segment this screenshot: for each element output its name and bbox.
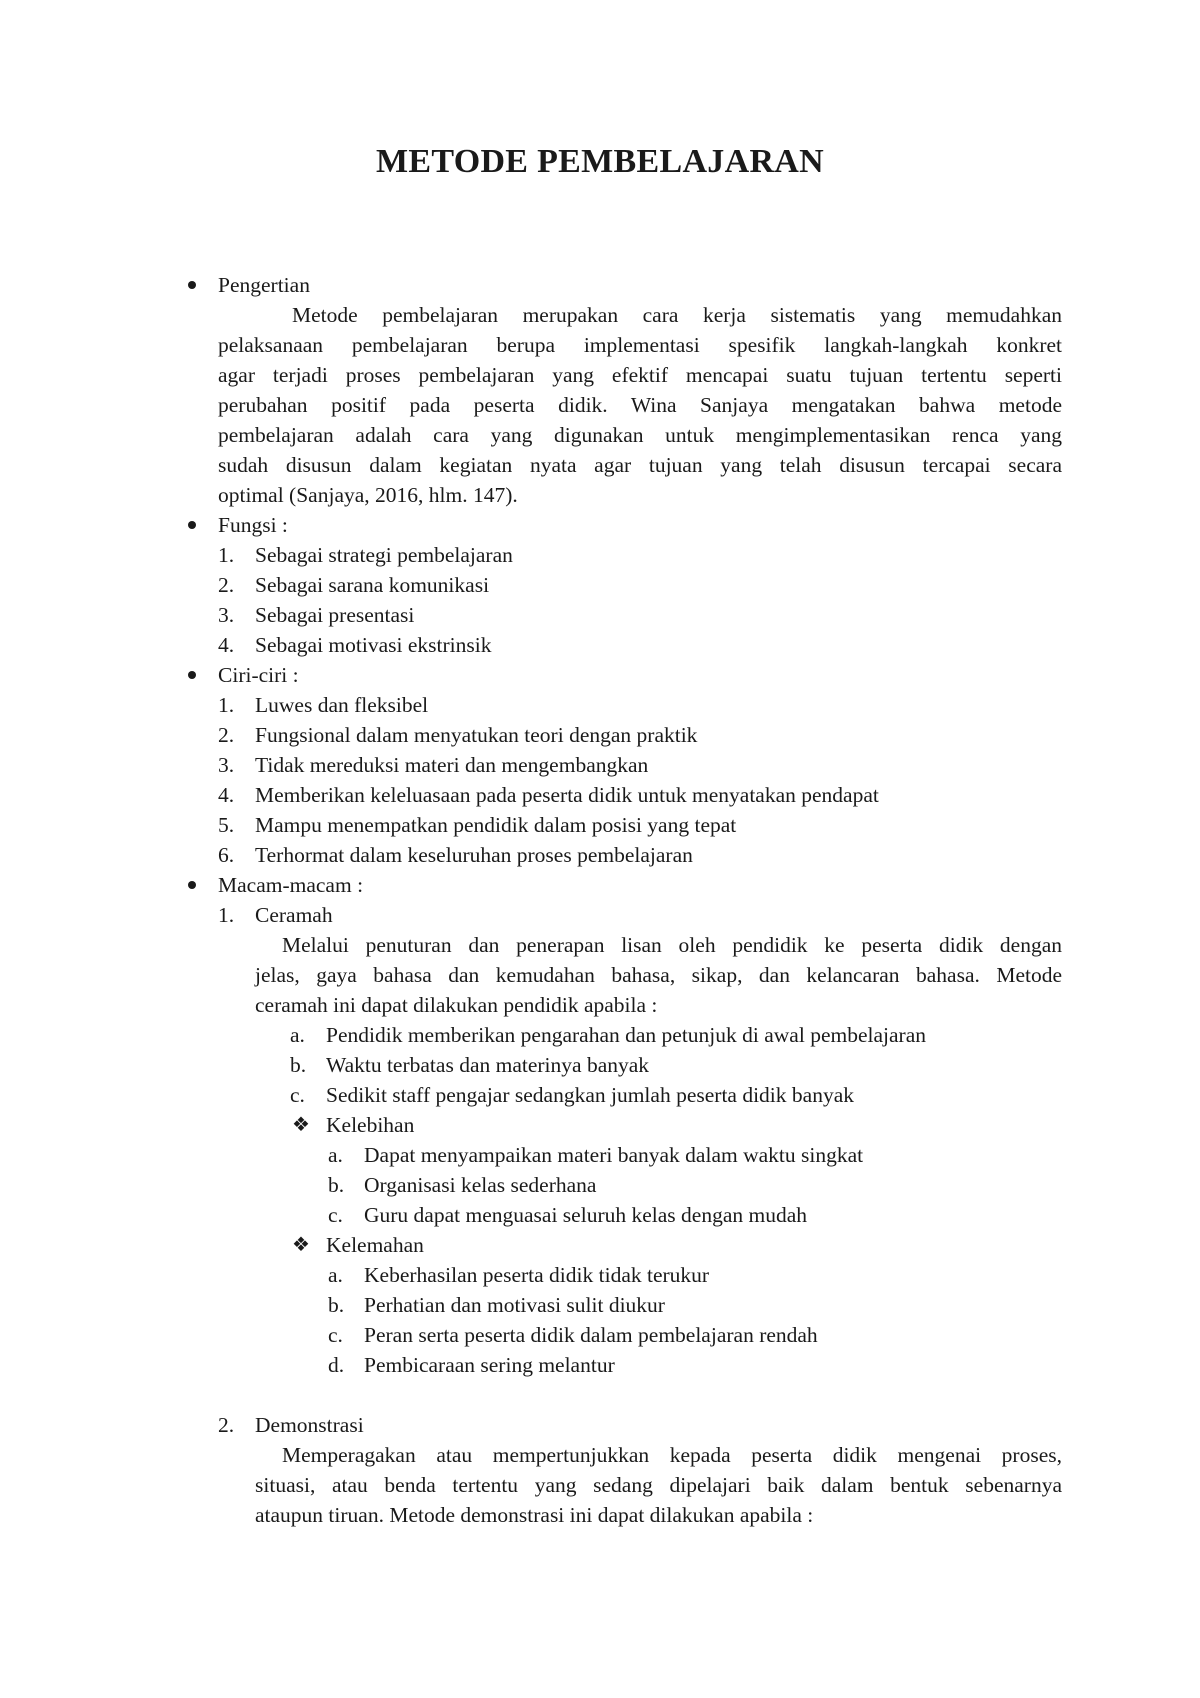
list-item: Keberhasilan peserta didik tidak terukur — [364, 1263, 710, 1287]
bullet-macam — [188, 881, 196, 889]
demonstrasi-line: ataupun tiruan. Metode demonstrasi ini dapat dilakukan apabila : — [255, 1503, 814, 1527]
pengertian-line: Metode pembelajaran merupakan cara kerja sistematis yang memudahkan — [292, 303, 1062, 327]
diamond-bullet-icon: ❖ — [292, 1114, 310, 1136]
list-number: 6. — [218, 843, 235, 867]
list-letter: c. — [328, 1323, 343, 1347]
list-number: 1. — [218, 903, 235, 927]
pengertian-line: optimal (Sanjaya, 2016, hlm. 147). — [218, 483, 518, 507]
list-item: Sebagai presentasi — [255, 603, 415, 627]
ceramah-line: ceramah ini dapat dilakukan pendidik apabila : — [255, 993, 658, 1017]
list-letter: c. — [328, 1203, 343, 1227]
pengertian-line: sudah disusun dalam kegiatan nyata agar tujuan yang telah disusun tercapai secara — [218, 453, 1062, 477]
list-item: Terhormat dalam keseluruhan proses pembelajaran — [255, 843, 693, 867]
list-number: 2. — [218, 1413, 235, 1437]
list-item: Organisasi kelas sederhana — [364, 1173, 597, 1197]
list-letter: d. — [328, 1353, 345, 1377]
list-item: Sedikit staff pengajar sedangkan jumlah peserta didik banyak — [326, 1083, 854, 1107]
list-letter: a. — [290, 1023, 305, 1047]
list-number: 4. — [218, 633, 235, 657]
pengertian-line: agar terjadi proses pembelajaran yang efektif mencapai suatu tujuan tertentu seperti — [218, 363, 1062, 387]
diamond-bullet-icon: ❖ — [292, 1234, 310, 1256]
heading-ciri: Ciri-ciri : — [218, 663, 299, 687]
demonstrasi-line: situasi, atau benda tertentu yang sedang dipelajari baik dalam bentuk sebenarnya — [255, 1473, 1062, 1497]
heading-kelebihan: Kelebihan — [326, 1113, 415, 1137]
heading-kelemahan: Kelemahan — [326, 1233, 424, 1257]
list-number: 5. — [218, 813, 235, 837]
ceramah-line: Melalui penuturan dan penerapan lisan oleh pendidik ke peserta didik dengan — [282, 933, 1062, 957]
list-letter: a. — [328, 1143, 343, 1167]
heading-fungsi: Fungsi : — [218, 513, 288, 537]
heading-macam: Macam-macam : — [218, 873, 364, 897]
bullet-pengertian — [188, 281, 196, 289]
list-item: Sebagai motivasi ekstrinsik — [255, 633, 492, 657]
list-item: Guru dapat menguasai seluruh kelas dengan mudah — [364, 1203, 808, 1227]
list-item: Dapat menyampaikan materi banyak dalam waktu singkat — [364, 1143, 864, 1167]
list-number: 3. — [218, 603, 235, 627]
list-item: Sebagai strategi pembelajaran — [255, 543, 513, 567]
list-number: 1. — [218, 693, 235, 717]
list-item: Pendidik memberikan pengarahan dan petunjuk di awal pembelajaran — [326, 1023, 926, 1047]
list-number: 3. — [218, 753, 235, 777]
list-letter: b. — [328, 1173, 345, 1197]
method-title-ceramah: Ceramah — [255, 903, 333, 927]
list-item: Mampu menempatkan pendidik dalam posisi yang tepat — [255, 813, 737, 837]
list-item: Sebagai sarana komunikasi — [255, 573, 490, 597]
pengertian-line: perubahan positif pada peserta didik. Wina Sanjaya mengatakan bahwa metode — [218, 393, 1062, 417]
list-letter: b. — [328, 1293, 345, 1317]
method-title-demonstrasi: Demonstrasi — [255, 1413, 364, 1437]
list-letter: b. — [290, 1053, 307, 1077]
pengertian-line: pelaksanaan pembelajaran berupa implementasi spesifik langkah-langkah konkret — [218, 333, 1062, 357]
page-title: METODE PEMBELAJARAN — [375, 143, 825, 180]
list-item: Waktu terbatas dan materinya banyak — [326, 1053, 650, 1077]
list-letter: c. — [290, 1083, 305, 1107]
list-item: Perhatian dan motivasi sulit diukur — [364, 1293, 665, 1317]
list-item: Peran serta peserta didik dalam pembelajaran rendah — [364, 1323, 818, 1347]
list-item: Tidak mereduksi materi dan mengembangkan — [255, 753, 649, 777]
demonstrasi-line: Memperagakan atau mempertunjukkan kepada peserta didik mengenai proses, — [282, 1443, 1062, 1467]
list-number: 2. — [218, 723, 235, 747]
list-number: 2. — [218, 573, 235, 597]
ceramah-line: jelas, gaya bahasa dan kemudahan bahasa, sikap, dan kelancaran bahasa. Metode — [255, 963, 1062, 987]
list-item: Luwes dan fleksibel — [255, 693, 429, 717]
list-item: Fungsional dalam menyatukan teori dengan praktik — [255, 723, 698, 747]
heading-pengertian: Pengertian — [218, 273, 310, 297]
bullet-ciri — [188, 671, 196, 679]
pengertian-line: pembelajaran adalah cara yang digunakan untuk mengimplementasikan renca yang — [218, 423, 1062, 447]
list-number: 4. — [218, 783, 235, 807]
bullet-fungsi — [188, 521, 196, 529]
list-item: Memberikan keleluasaan pada peserta didik untuk menyatakan pendapat — [255, 783, 879, 807]
list-item: Pembicaraan sering melantur — [364, 1353, 615, 1377]
list-letter: a. — [328, 1263, 343, 1287]
list-number: 1. — [218, 543, 235, 567]
